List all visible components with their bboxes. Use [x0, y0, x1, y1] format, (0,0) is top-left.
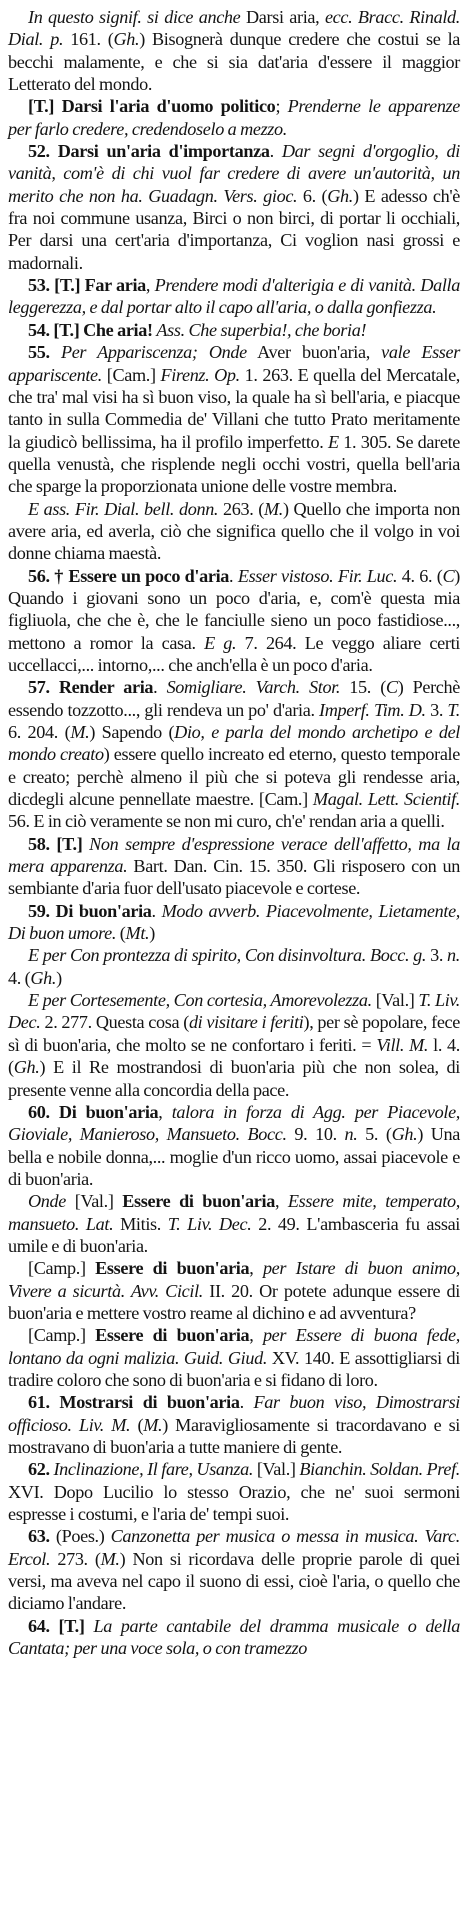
- entry-italic-text: Onde: [208, 342, 247, 363]
- entry-italic-text: Ass. Che superbia!, che boria!: [156, 319, 367, 340]
- entry-text: 5. (: [357, 1124, 392, 1145]
- entry-text: Bart. Dan. Cin. 15. 350. Gli risposero con un sembiante d'aria fuor dell'usato piacevole e cortese.: [8, 856, 460, 899]
- entry-text: [Camp.]: [28, 1325, 96, 1346]
- dictionary-entry: [8, 989, 460, 1101]
- entry-italic-text: C: [385, 677, 398, 698]
- entry-headword: 56. † Essere un poco d'aria: [28, 565, 230, 586]
- entry-text: 161. (: [63, 29, 114, 50]
- entry-headword: Far aria: [84, 275, 146, 296]
- entry-italic-text: ecc. Bracc. Rinald. Dial. p.: [8, 7, 460, 50]
- entry-italic-text: Gh.: [391, 1124, 418, 1145]
- dictionary-entry: [8, 565, 460, 677]
- entry-headword: 58. [T.]: [28, 833, 90, 854]
- entry-italic-text: Gh.: [30, 967, 57, 988]
- entry-italic-text: Vill. M.: [376, 1034, 429, 1055]
- dictionary-entry: [8, 1101, 460, 1190]
- entry-italic-text: n.: [447, 945, 460, 966]
- entry-text: [Val.]: [371, 990, 419, 1011]
- entry-headword: Essere di buon'aria: [95, 1325, 250, 1346]
- entry-italic-text: per Istare di buon animo, Vivere a sicurtà. Avv. Cicil.: [8, 1258, 460, 1301]
- entry-headword: 64. [T.]: [28, 1615, 94, 1636]
- entry-italic-text: Bianchin. Soldan. Pref.: [299, 1459, 460, 1480]
- entry-text: 4. (: [8, 967, 31, 988]
- dictionary-entry: [8, 1615, 460, 1660]
- entry-text: ) essere quello increato ed eterno, questo temporale e creato; perchè almeno il più che si poteva gli rendesse aria, dicdegli alcune pennellate maestre. [Cam.]: [8, 744, 460, 810]
- entry-headword: Che aria!: [83, 319, 153, 340]
- entry-headword: 63.: [28, 1526, 56, 1547]
- entry-text: ,: [249, 1258, 263, 1279]
- entry-headword: 53. [T.]: [28, 275, 85, 296]
- dictionary-entry: [8, 274, 460, 319]
- dictionary-entry: [8, 833, 460, 900]
- entry-text: ) Perchè essendo tozzotto..., gli rendeva un po' d'aria.: [8, 677, 460, 720]
- dictionary-entry: [8, 1458, 460, 1525]
- dictionary-entry: [8, 319, 460, 341]
- entry-text: 4. 6. (: [397, 565, 443, 586]
- entry-italic-text: Prenderne le apparenze per farlo credere, credendoselo a mezzo.: [8, 96, 461, 139]
- entry-text: (: [130, 1414, 144, 1435]
- entry-italic-text: M.: [70, 722, 90, 742]
- entry-text: 6. 204. (: [8, 722, 71, 742]
- entry-text: ) Una bella e nobile donna,... moglie d'un ricco uomo, assai piacevole e di buon'aria.: [8, 1124, 461, 1189]
- entry-text: (Poes.): [55, 1526, 111, 1547]
- entry-italic-text: E g.: [204, 632, 237, 653]
- entry-text: ): [56, 967, 62, 988]
- entry-italic-text: E: [327, 431, 339, 452]
- entry-text: ) Quando i giovani sono un poco d'aria, e, com'è questa mia figliuola, che che è, che le fanciulle sieno un poco fastidiose..., mettono a romor la casa.: [8, 565, 460, 653]
- entry-italic-text: Canzonetta per musica o messa in musica. Varc. Ercol.: [8, 1526, 460, 1569]
- entry-text: ;: [275, 96, 288, 117]
- entry-text: [Val.]: [253, 1459, 300, 1480]
- entry-text: [Cam.]: [101, 364, 161, 385]
- entry-italic-text: In questo signif. si dice anche: [28, 7, 247, 27]
- entry-text: Mitis.: [113, 1213, 168, 1234]
- entry-italic-text: T. Liv. Dec.: [8, 990, 460, 1033]
- dictionary-entry: [8, 498, 460, 565]
- entry-text: .: [229, 565, 238, 586]
- dictionary-entry: [8, 140, 460, 274]
- dictionary-entry: [8, 1190, 460, 1257]
- entry-text: 56. E in ciò veramente se non mi curo, ch'e' rendan aria a quelli.: [8, 811, 445, 832]
- entry-text: 263. (: [218, 498, 264, 519]
- entry-headword: 54. [T.]: [28, 319, 84, 340]
- dictionary-entry: [8, 341, 460, 497]
- entry-text: Darsi aria,: [246, 7, 325, 27]
- entry-text: .: [151, 900, 162, 921]
- entry-text: .: [239, 1392, 254, 1413]
- entry-text: ), per sè popolare, fece sì di buon'aria, che molto se ne confortaro i feriti. =: [8, 1012, 460, 1055]
- entry-text: 3.: [425, 699, 448, 720]
- entry-headword: 52.: [28, 141, 58, 162]
- entry-italic-text: Gh.: [327, 185, 353, 206]
- entry-text: ): [149, 923, 155, 944]
- entry-italic-text: M.: [100, 1548, 120, 1569]
- entry-text: II. 20. Or potete adunque essere di buon'aria e mettere vostro reame al dichino e ad avventura?: [8, 1280, 460, 1323]
- entry-text: ) E adesso ch'è fra noi commune usanza, Birci o non birci, di portar li occhiali, Per darsi una cert'aria d'importanza, Ci voglion nasi grossi e madornali.: [8, 185, 461, 273]
- entry-italic-text: talora in forza di Agg. per Piacevole, Gioviale, Manieroso, Mansueto. Bocc.: [8, 1101, 460, 1145]
- entry-text: .: [269, 141, 282, 162]
- entry-text: .: [153, 677, 167, 698]
- entry-italic-text: Firenz. Op.: [160, 364, 240, 385]
- dictionary-entry: [8, 676, 460, 832]
- entry-italic-text: E per Cortesemente, Con cortesia, Amorevolezza.: [28, 990, 372, 1011]
- entry-italic-text: Mt.: [125, 923, 150, 944]
- entry-text: ,: [274, 1191, 288, 1212]
- entry-italic-text: E ass. Fir. Dial. bell. donn.: [28, 498, 219, 519]
- entry-text: ) Sapendo (: [89, 722, 175, 742]
- entry-text: 6. (: [297, 185, 328, 206]
- entry-italic-text: Non sempre d'espressione verace dell'affetto, ma la mera apparenza.: [8, 833, 460, 877]
- entry-italic-text: Imperf. Tim. D.: [319, 699, 426, 720]
- dictionary-entry: [8, 944, 460, 989]
- entry-italic-text: Prendere modi d'alterigia e di vanità. Dalla leggerezza, e dal portar alto il capo all'aria, o dalla gonfiezza.: [8, 275, 460, 318]
- entry-text: 1. 305. Se darete quella venustà, che risplende negli occhi vostri, quella bell'aria che sparge la proporzionata unione delle vostre membra.: [8, 431, 460, 497]
- entry-italic-text: M.: [143, 1414, 163, 1435]
- entry-headword: 59. Di buon'aria: [28, 900, 152, 921]
- dictionary-entry: [8, 1324, 460, 1391]
- entry-text: ) Bisognerà dunque credere che costui se la becchi malamente, e che si sia dat'aria d'essere il maggior Letterato del mondo.: [8, 29, 461, 95]
- entry-italic-text: M.: [263, 498, 283, 519]
- entry-text: 2. 277. Questa cosa (: [40, 1012, 189, 1033]
- entry-italic-text: C: [442, 565, 455, 586]
- entry-text: [198, 342, 209, 362]
- entry-text: 3.: [426, 945, 448, 966]
- entry-headword: 60. Di buon'aria: [28, 1101, 159, 1122]
- entry-text: 7. 264. Le veggo aliare certi uccellacci,... intorno,... che anch'ella è un poco d'aria.: [8, 632, 460, 675]
- entry-italic-text: Somigliare. Varch. Stor.: [166, 677, 341, 698]
- entry-italic-text: Far buon viso, Dimostrarsi officioso. Liv. M.: [8, 1392, 460, 1435]
- entry-text: ,: [249, 1325, 263, 1346]
- dictionary-entry: [8, 900, 460, 945]
- entry-headword: 55.: [28, 342, 61, 363]
- entry-headword: 62.: [28, 1459, 54, 1480]
- entry-italic-text: vale Esser appariscente.: [8, 342, 460, 385]
- entry-text: [Val.]: [66, 1191, 123, 1212]
- entry-text: ,: [145, 275, 155, 296]
- entry-italic-text: Magal. Lett. Scientif.: [312, 789, 460, 810]
- entry-italic-text: Esser vistoso. Fir. Luc.: [237, 565, 398, 586]
- entry-italic-text: Onde: [28, 1191, 66, 1212]
- dictionary-entry: [8, 1391, 460, 1458]
- entry-text: XVI. Dopo Lucilio lo stesso Orazio, che ne' suoi sermoni espresse i costumi, e l'aria de' tempi suoi.: [8, 1481, 460, 1525]
- entry-text: l. 4. (: [8, 1034, 460, 1078]
- entry-headword: 57. Render aria: [28, 677, 154, 698]
- entry-text: 9. 10.: [286, 1124, 345, 1145]
- dictionary-entry: [8, 95, 460, 140]
- entry-headword: 61. Mostrarsi di buon'aria: [28, 1392, 240, 1413]
- entry-text: 1. 263. E quella del Mercatale, che tra' mal visi ha sì buon viso, la quale ha sì bell'aria, e piacque tanto in sulla Commedia de' Villani che tutto Prato meritamente la giudicò bellissima, ha il profilo imperfetto.: [8, 364, 460, 452]
- entry-headword: Essere di buon'aria: [95, 1258, 250, 1279]
- entry-italic-text: Modo avverb. Piacevolmente, Lietamente, Di buon umore.: [8, 900, 460, 944]
- dictionary-entry: [8, 6, 460, 95]
- entry-italic-text: Gh.: [113, 29, 140, 50]
- entry-text: XV. 140. E assottigliarsi di tradire coloro che sono di buon'aria e si fidano di loro.: [8, 1347, 460, 1390]
- entry-text: ) E il Re mostrandosi di buon'aria più che non solea, di presente venne alla concordia della pace.: [8, 1057, 460, 1100]
- entry-text: ) Quello che importa non avere aria, ed averla, ciò che significa quello che il volgo in voi donne chiama maestà.: [8, 498, 460, 564]
- entry-headword: Essere di buon'aria: [122, 1191, 275, 1212]
- entry-text: 15. (: [340, 677, 386, 698]
- entry-italic-text: E per Con prontezza di spirito, Con disinvoltura. Bocc. g.: [28, 945, 427, 966]
- entry-italic-text: Gh.: [13, 1057, 40, 1078]
- entry-italic-text: T.: [447, 699, 461, 720]
- entry-text: ) Maravigliosamente si tracordavano e si mostravano di buon'aria a tutte maniere di gente.: [8, 1414, 460, 1457]
- entry-italic-text: n.: [344, 1124, 358, 1145]
- entry-text: [Camp.]: [28, 1258, 96, 1279]
- entry-text: 2. 49. L'ambasceria fu assai umile e di buon'aria.: [8, 1213, 461, 1256]
- entry-text: ) Non si ricordava delle proprie parole di quei versi, ma aveva nel capo il suono di essi, cioè l'aria, o quello che diciamo l'andare.: [8, 1548, 461, 1614]
- entry-italic-text: T. Liv. Dec.: [167, 1213, 252, 1234]
- entry-text: (: [116, 923, 126, 944]
- entry-headword: [T.]: [28, 96, 62, 117]
- dictionary-entry: [8, 1257, 460, 1324]
- entry-text: ,: [158, 1101, 172, 1122]
- entry-italic-text: La parte cantabile del dramma musicale o della Cantata; per una voce sola, o con tramezzo: [8, 1615, 460, 1659]
- entry-headword: Darsi un'aria d'importanza: [57, 141, 270, 162]
- entry-italic-text: Dio, e parla del mondo archetipo e del mondo creato: [8, 722, 460, 765]
- entry-italic-text: Essere mite, temperato, mansueto. Lat.: [8, 1191, 460, 1234]
- entry-italic-text: per Essere di buona fede, lontano da ogni malizia. Guid. Giud.: [8, 1325, 460, 1368]
- entry-italic-text: Per Appariscenza;: [60, 342, 198, 363]
- dictionary-entry: [8, 1525, 460, 1614]
- entry-headword: Darsi l'aria d'uomo politico: [61, 96, 276, 117]
- entry-italic-text: di visitare i feriti: [188, 1012, 304, 1033]
- entry-text: Aver buon'aria,: [246, 342, 382, 363]
- entry-italic-text: Inclinazione, Il fare, Usanza.: [53, 1459, 254, 1480]
- entry-italic-text: Dar segni d'orgoglio, di vanità, com'è di chi vuol far credere di avere un'autorità, un merito che non ha. Guadagn. Vers. gioc.: [8, 141, 461, 206]
- entry-text: 273. (: [50, 1548, 101, 1569]
